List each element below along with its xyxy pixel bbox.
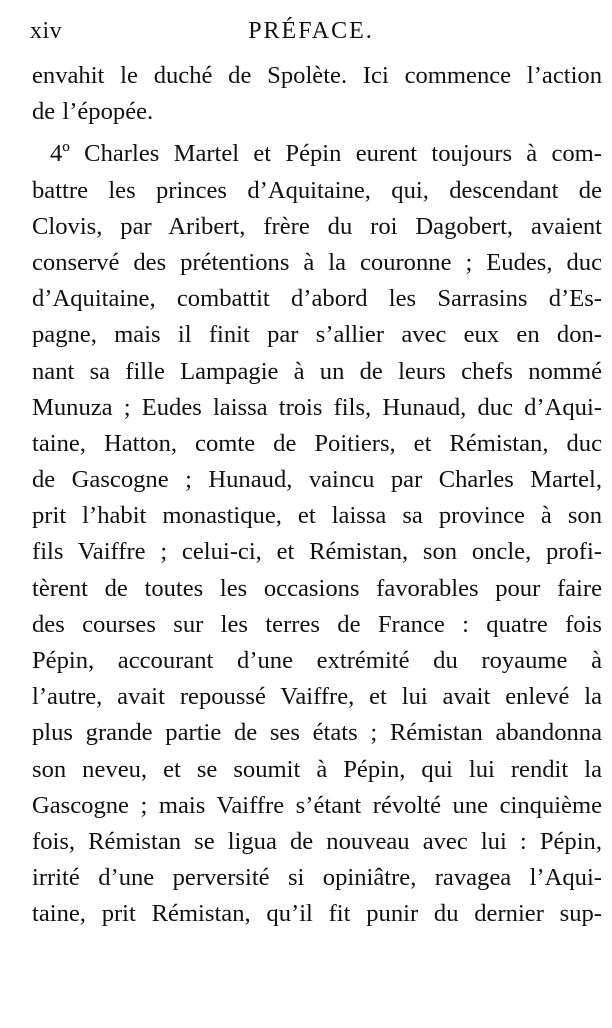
- page-header: [30, 14, 592, 54]
- page-number: xiv: [30, 18, 63, 44]
- text-line: Clovis, par Aribert, frère du roi Dagobert, avaient: [32, 212, 602, 240]
- text-line: d’Aquitaine, combattit d’abord les Sarrasins d’Es-: [32, 285, 602, 313]
- text-line: plus grande partie de ses états ; Rémistan abandonna: [32, 719, 602, 747]
- text-line: Gascogne ; mais Vaiffre s’étant révolté une cinquième: [32, 791, 602, 819]
- text-line: fois, Rémistan se ligua de nouveau avec lui : Pépin,: [32, 827, 602, 855]
- text-line: l’autre, avait repoussé Vaiffre, et lui avait enlevé la: [32, 683, 602, 711]
- text-line: pagne, mais il finit par s’allier avec eux en don-: [32, 321, 602, 349]
- text-line: conservé des prétentions à la couronne ; Eudes, duc: [32, 248, 602, 276]
- running-head: PRÉFACE.: [248, 18, 374, 44]
- text-line: taine, prit Rémistan, qu’il fit punir du dernier sup-: [32, 900, 602, 928]
- text-line: irrité d’une perversité si opiniâtre, ravagea l’Aqui-: [32, 864, 602, 892]
- text-line: taine, Hatton, comte de Poitiers, et Rémistan, duc: [32, 429, 602, 457]
- text-line: Pépin, accourant d’une extrémité du royaume à: [32, 647, 602, 674]
- text-line: des courses sur les terres de France : quatre fois: [32, 610, 602, 638]
- text-line: de l’épopée.: [32, 98, 154, 126]
- text-line: fils Vaiffre ; celui-ci, et Rémistan, son oncle, profi-: [32, 538, 602, 566]
- text-line: 4º Charles Martel et Pépin eurent toujours à com-: [50, 140, 602, 168]
- text-line: nant sa fille Lampagie à un de leurs chefs nommé: [32, 357, 602, 385]
- text-line: prit l’habit monastique, et laissa sa province à son: [32, 502, 602, 530]
- text-line: de Gascogne ; Hunaud, vaincu par Charles Martel,: [32, 466, 602, 494]
- text-line: envahit le duché de Spolète. Ici commence l’action: [32, 62, 602, 89]
- body-text: [32, 58, 602, 933]
- paragraph: [32, 136, 602, 932]
- text-line: son neveu, et se soumit à Pépin, qui lui rendit la: [32, 755, 602, 783]
- text-line: Munuza ; Eudes laissa trois fils, Hunaud, duc d’Aqui-: [32, 393, 602, 421]
- text-line: battre les princes d’Aquitaine, qui, descendant de: [32, 176, 602, 204]
- paragraph: [32, 58, 602, 130]
- text-line: tèrent de toutes les occasions favorables pour faire: [32, 574, 602, 602]
